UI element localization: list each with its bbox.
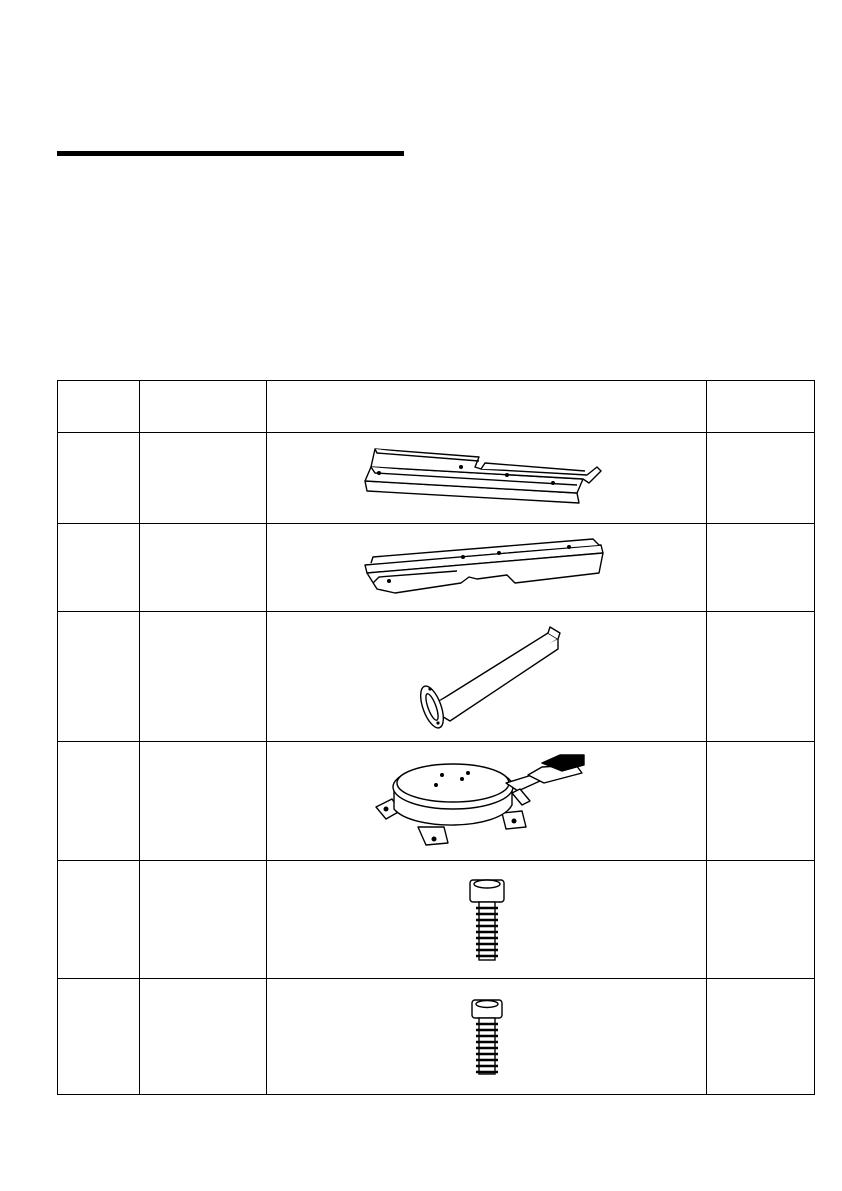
part-number-cell — [58, 612, 140, 742]
mounting-arm-icon — [412, 625, 562, 729]
part-illustration-cell — [267, 433, 707, 524]
part-name-cell — [140, 433, 267, 524]
bracket-rail-a-icon — [357, 445, 617, 511]
header-cell-number — [58, 381, 140, 433]
part-name-cell — [140, 979, 267, 1095]
header-cell-illustration — [267, 381, 707, 433]
bracket-rail-b-icon — [357, 537, 617, 599]
quantity-cell — [707, 742, 815, 861]
part-number-cell — [58, 524, 140, 612]
part-number-cell — [58, 742, 140, 861]
part-number-cell — [58, 861, 140, 979]
part-illustration-cell — [267, 524, 707, 612]
quantity-cell — [707, 979, 815, 1095]
table-row — [58, 861, 815, 979]
part-illustration-cell — [267, 612, 707, 742]
part-name-cell — [140, 742, 267, 861]
part-name-cell — [140, 524, 267, 612]
table-row — [58, 979, 815, 1095]
swivel-plate-with-lever-icon — [372, 753, 602, 849]
table-row — [58, 433, 815, 524]
table-header-row — [58, 381, 815, 433]
header-cell-name — [140, 381, 267, 433]
header-cell-quantity — [707, 381, 815, 433]
quantity-cell — [707, 861, 815, 979]
socket-head-bolt-long-icon — [467, 878, 507, 962]
part-illustration-cell — [267, 979, 707, 1095]
quantity-cell — [707, 433, 815, 524]
part-illustration-cell — [267, 742, 707, 861]
part-name-cell — [140, 861, 267, 979]
part-name-cell — [140, 612, 267, 742]
socket-head-bolt-short-icon — [467, 998, 507, 1076]
part-number-cell — [58, 979, 140, 1095]
quantity-cell — [707, 612, 815, 742]
part-number-cell — [58, 433, 140, 524]
parts-table — [57, 380, 815, 1095]
quantity-cell — [707, 524, 815, 612]
heading-underline — [57, 151, 404, 156]
table-row — [58, 524, 815, 612]
table-row — [58, 612, 815, 742]
table-row — [58, 742, 815, 861]
page-number — [787, 2, 827, 62]
part-illustration-cell — [267, 861, 707, 979]
